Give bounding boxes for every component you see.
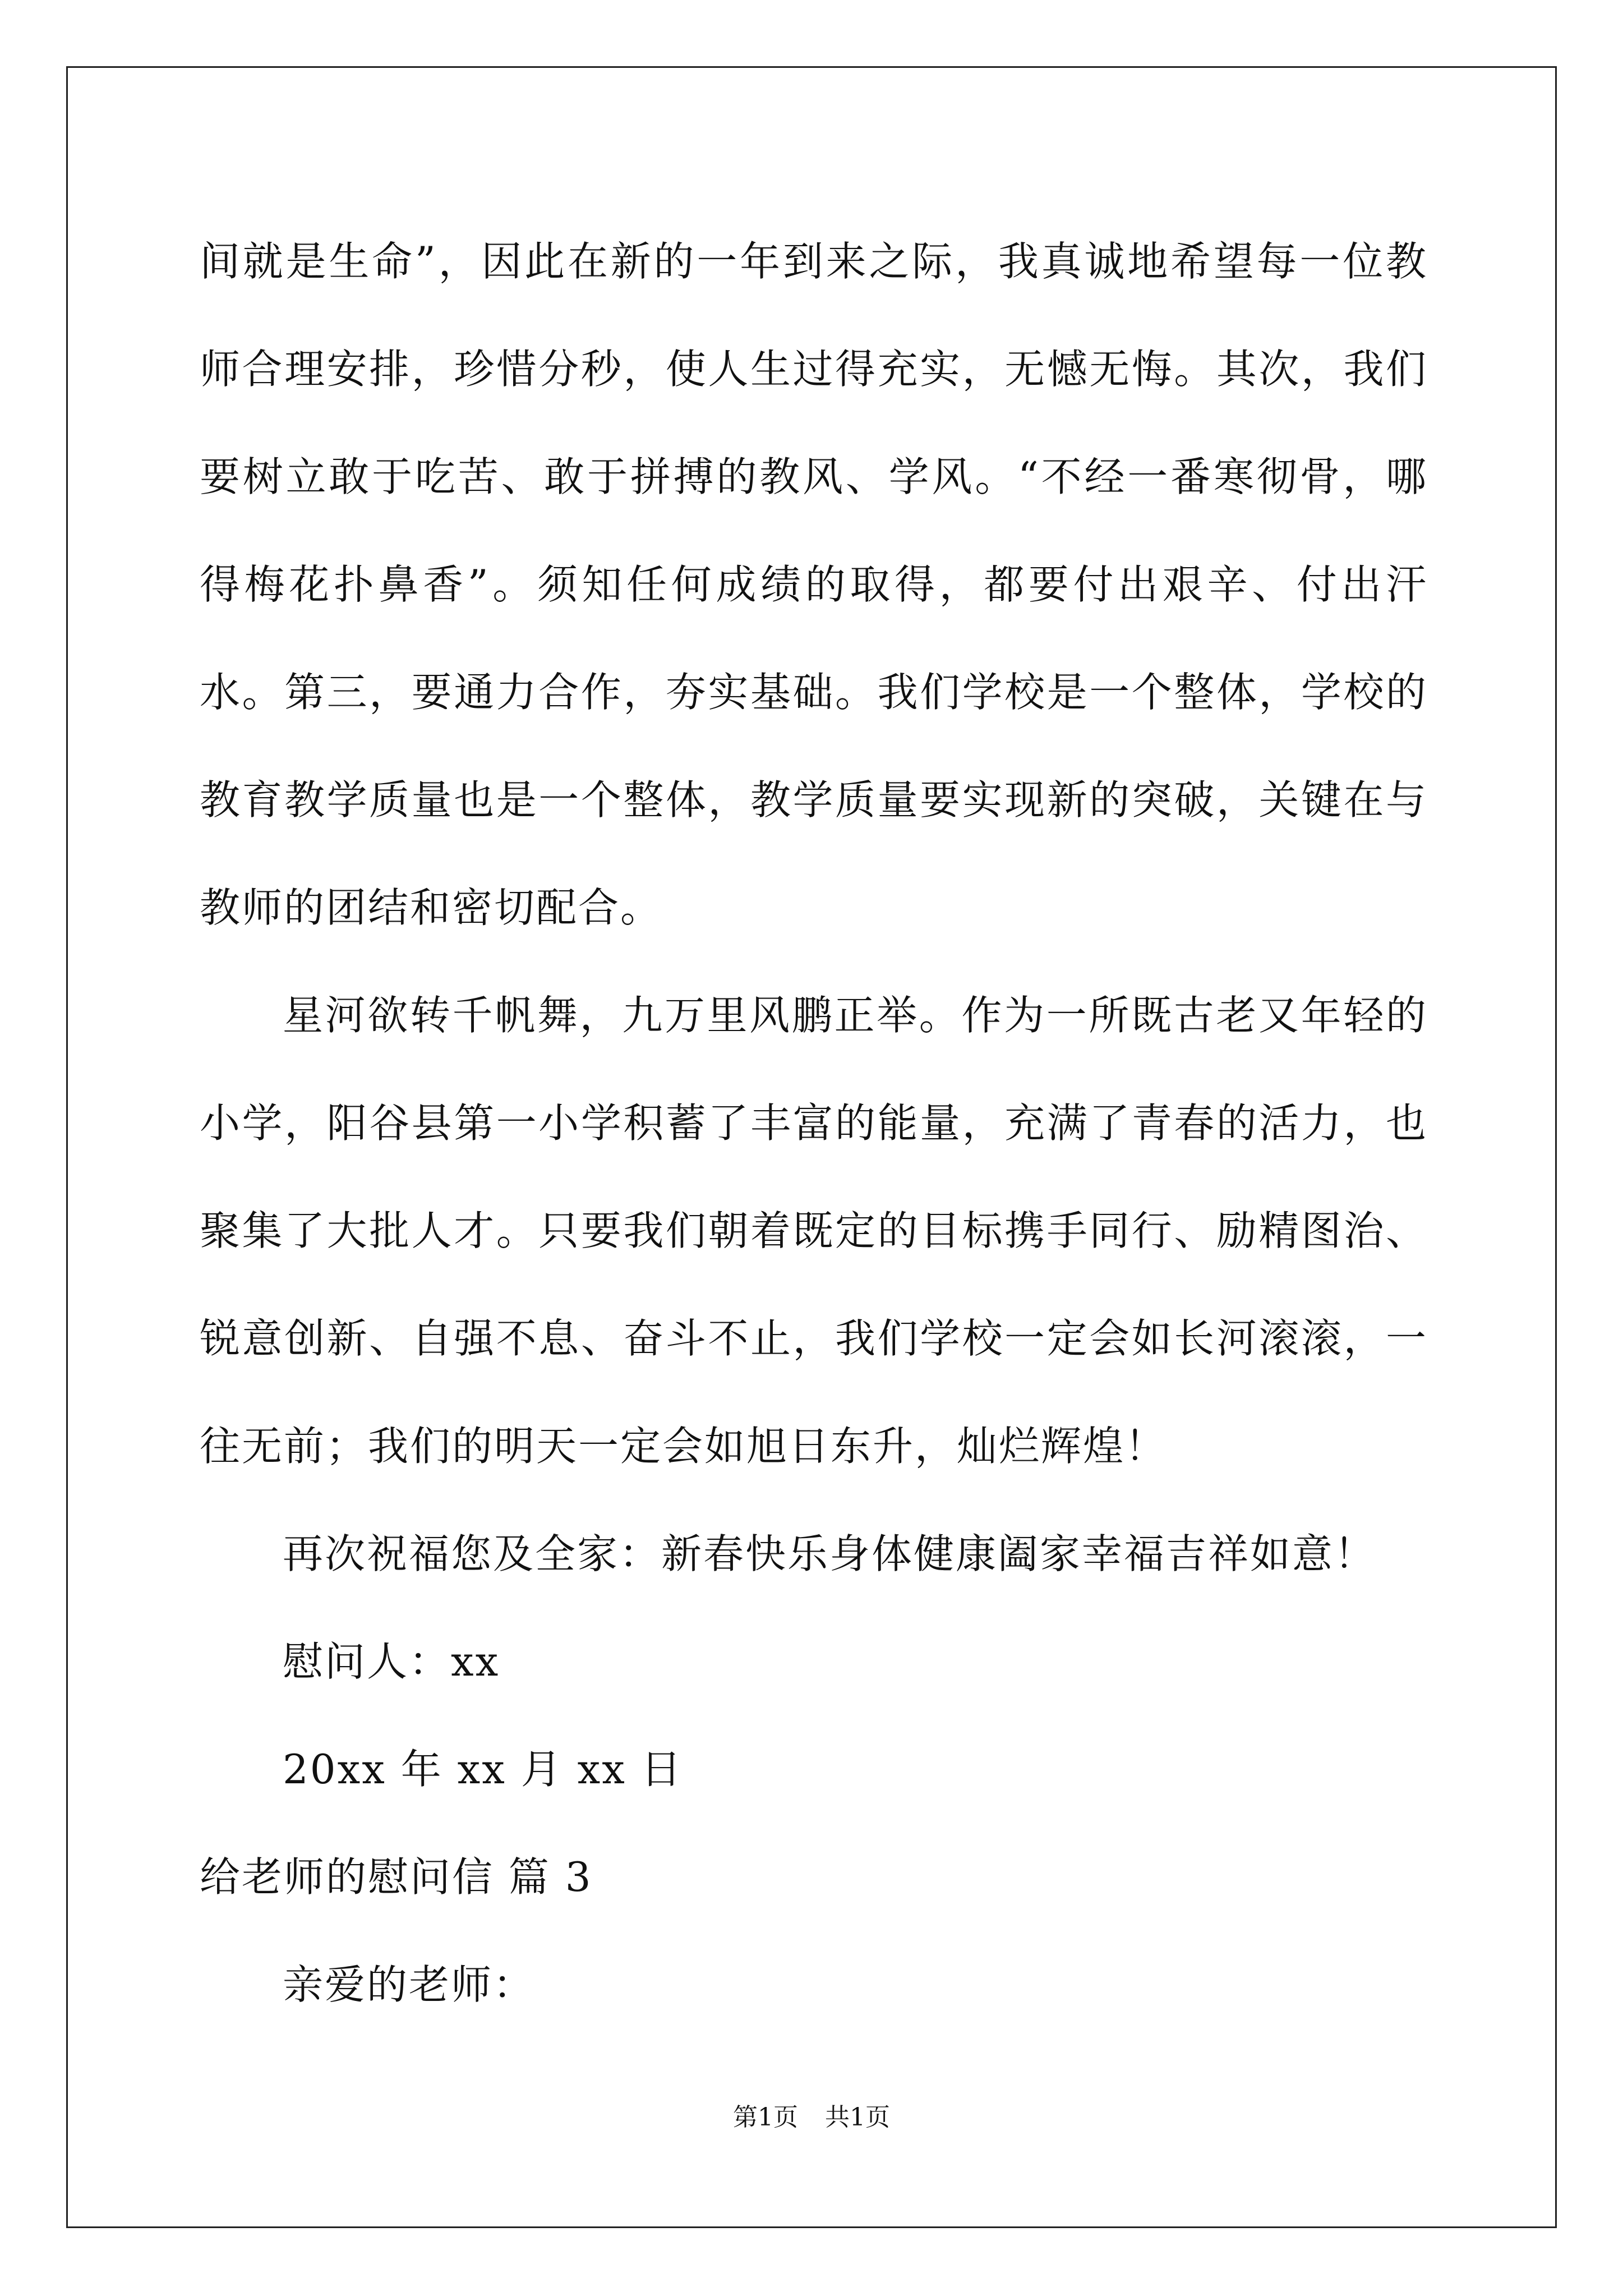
signature-line: 慰问人：xx	[283, 1638, 500, 1685]
page-number: 第1页	[733, 2103, 798, 2132]
document-body	[200, 208, 1428, 2039]
section-heading: 给老师的慰问信 篇 3	[200, 1853, 593, 1901]
salutation: 亲爱的老师：	[283, 1961, 536, 2008]
page-footer	[0, 2101, 1623, 2134]
paragraph-blessing: 再次祝福您及全家：新春快乐身体健康阖家幸福吉祥如意！	[283, 1530, 1377, 1577]
paragraph-continuation: 间就是生命”，因此在新的一年到来之际，我真诚地希望每一位教师合理安排，珍惜分秒，使人生过得充实，无憾无悔。其次，我们要树立敢于吃苦、敢于拼搏的教风、学风。“不经一番寒彻骨，哪得梅花扑鼻香”。须知任何成绩的取得，都要付出艰辛、付出汗水。第三，要通力合作，夯实基础。我们学校是一个整体，学校的教育教学质量也是一个整体，教学质量要实现新的突破，关键在与教师的团结和密切配合。	[200, 238, 1428, 931]
date-line: 20xx 年 xx 月 xx 日	[283, 1746, 683, 1793]
paragraph-school-outlook: 星河欲转千帆舞，九万里风鹏正举。作为一所既古老又年轻的小学，阳谷县第一小学积蓄了丰富的能量，充满了青春的活力，也聚集了大批人才。只要我们朝着既定的目标携手同行、励精图治、锐意创新、自强不息、奋斗不止，我们学校一定会如长河滚滚，一往无前；我们的明天一定会如旭日东升，灿烂辉煌！	[200, 992, 1428, 1470]
page-total: 共1页	[825, 2103, 890, 2132]
